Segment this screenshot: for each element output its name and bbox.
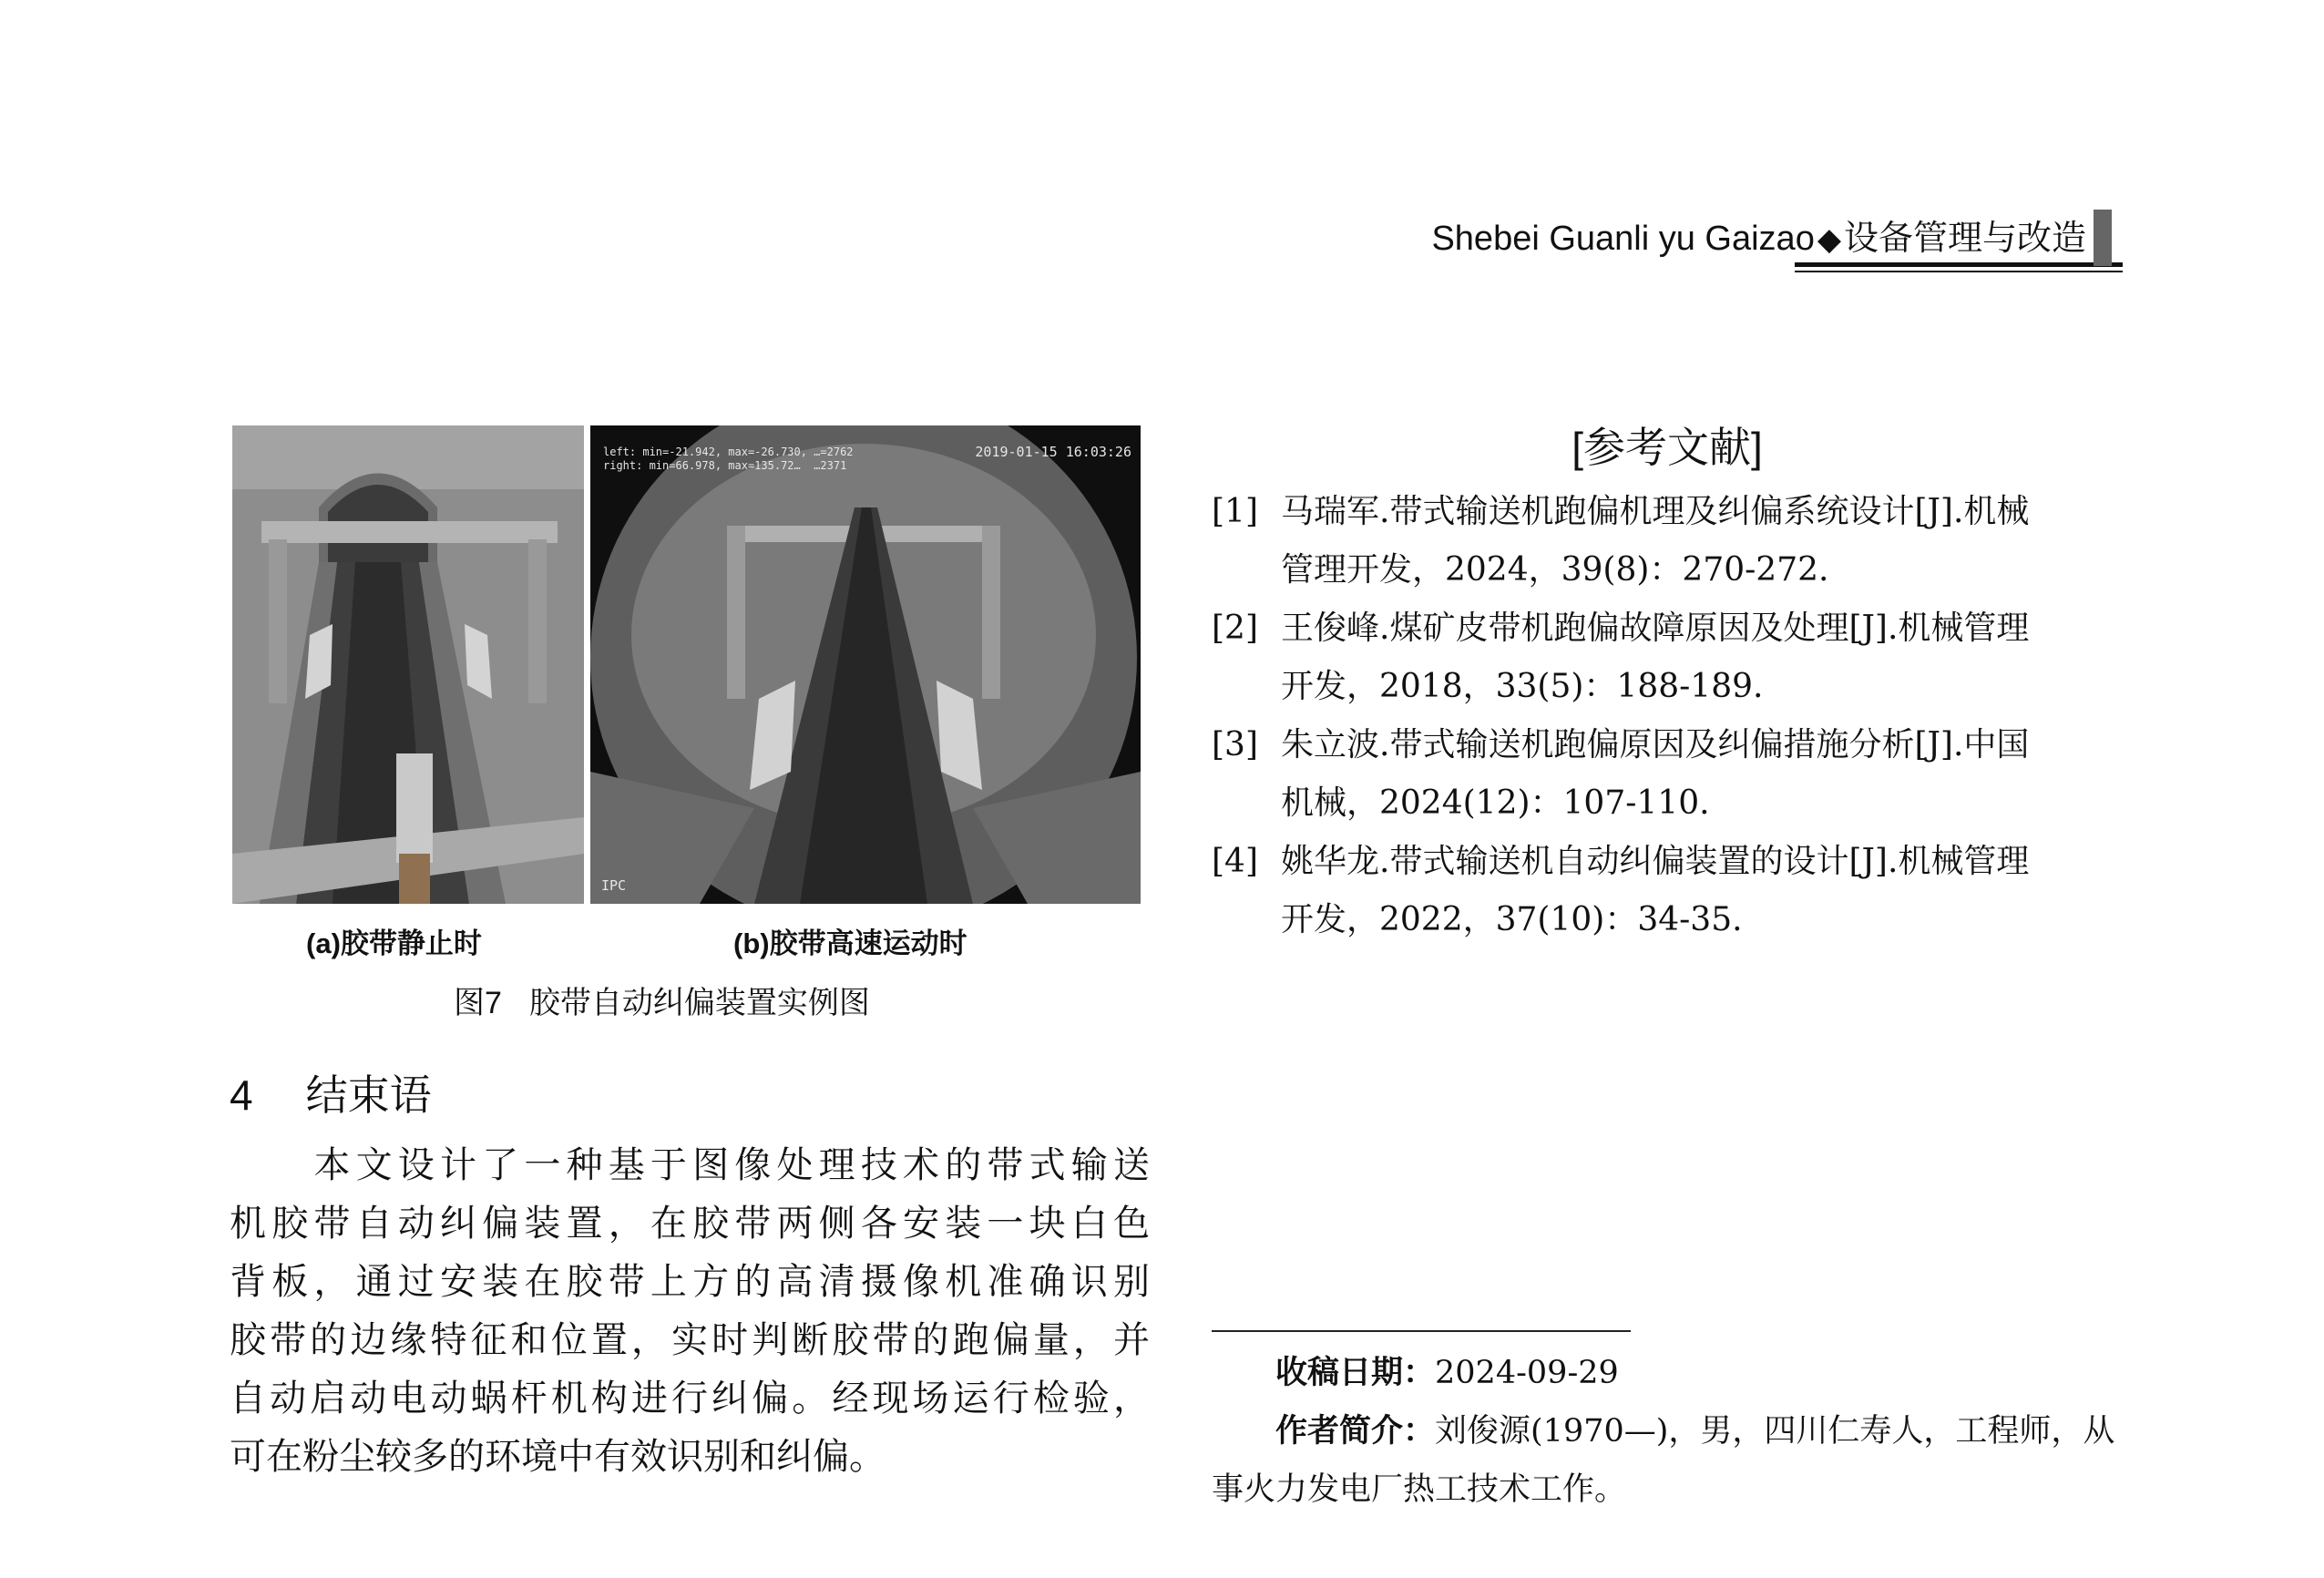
section-heading bbox=[230, 1062, 432, 1122]
journal-pinyin: Shebei Guanli yu Gaizao bbox=[1431, 220, 1815, 258]
reference-continuation: 机械，2024(12)：107-110. bbox=[1281, 784, 1710, 822]
reference-number: [4] bbox=[1212, 843, 1258, 880]
references-title: [参考文献] bbox=[1572, 424, 1763, 471]
camera-label: IPC bbox=[601, 877, 627, 894]
received-date-line bbox=[1212, 1344, 2132, 1402]
reference-text: 王俊峰.煤矿皮带机跑偏故障原因及处理[J].机械管理 bbox=[1281, 610, 2030, 647]
detection-left: left: min=-21.942, max=-26.730, …=2762 bbox=[603, 446, 854, 458]
paragraph-line: 机胶带自动纠偏装置，在胶带两侧各安装一块白色 bbox=[230, 1203, 1150, 1245]
author-line bbox=[1212, 1402, 2132, 1460]
reference-item bbox=[1212, 599, 2132, 658]
detection-right: right: min=66.978, max=135.72… …2371 bbox=[603, 459, 847, 472]
section-number: 4 bbox=[230, 1071, 253, 1119]
figure-caption bbox=[454, 978, 870, 1022]
subcaption-b: (b)胶带高速运动时 bbox=[733, 927, 967, 959]
reference-item bbox=[1212, 716, 2132, 774]
reference-list bbox=[1212, 483, 2132, 949]
author-label: 作者简介： bbox=[1275, 1413, 1436, 1449]
received-label: 收稿日期： bbox=[1275, 1355, 1436, 1390]
figure-title: 胶带自动纠偏装置实例图 bbox=[528, 986, 870, 1020]
journal-chinese: 设备管理与改造 bbox=[1843, 220, 2086, 258]
reference-number: [3] bbox=[1212, 726, 1258, 763]
subcaption-a: (a)胶带静止时 bbox=[306, 927, 482, 959]
photo-belt-running bbox=[590, 425, 1141, 904]
photo-b-drawing bbox=[590, 425, 1141, 904]
footnote bbox=[1212, 1344, 2132, 1519]
reference-continuation: 开发，2018，33(5)：188-189. bbox=[1281, 668, 1764, 705]
paragraph-line: 胶带的边缘特征和位置，实时判断胶带的跑偏量，并 bbox=[230, 1319, 1150, 1361]
photo-a-drawing bbox=[232, 425, 584, 904]
reference-item bbox=[1212, 483, 2132, 541]
journal-name bbox=[1431, 210, 2086, 260]
reference-text: 朱立波.带式输送机跑偏原因及纠偏措施分析[J].中国 bbox=[1281, 726, 2030, 763]
paragraph-line: 自动启动电动蜗杆机构进行纠偏。经现场运行检验， bbox=[230, 1378, 1150, 1419]
paragraph-line: 背板，通过安装在胶带上方的高清摄像机准确识别 bbox=[230, 1261, 1150, 1303]
conclusion-paragraph bbox=[230, 1136, 1150, 1486]
camera-timestamp: 2019-01-15 16:03:26 bbox=[975, 444, 1131, 460]
figure-label: 图7 bbox=[454, 986, 502, 1020]
header-rule-thick bbox=[1795, 262, 2123, 267]
reference-item bbox=[1212, 833, 2132, 891]
paragraph-line: 可在粉尘较多的环境中有效识别和纠偏。 bbox=[230, 1436, 886, 1478]
paragraph-line: 本文设计了一种基于图像处理技术的带式输送 bbox=[230, 1144, 1150, 1186]
header-rule-thin bbox=[1795, 271, 2123, 272]
photo-belt-stationary bbox=[232, 425, 584, 904]
reference-continuation: 开发，2022，37(10)：34-35. bbox=[1281, 901, 1743, 938]
author-text: 刘俊源(1970—)，男，四川仁寿人，工程师，从 bbox=[1435, 1413, 2115, 1450]
reference-number: [1] bbox=[1212, 493, 1258, 530]
header-tab-marker bbox=[2094, 210, 2112, 266]
section-title: 结束语 bbox=[305, 1071, 432, 1119]
reference-text: 马瑞军.带式输送机跑偏机理及纠偏系统设计[J].机械 bbox=[1281, 493, 2030, 530]
reference-number: [2] bbox=[1212, 610, 1258, 647]
diamond-icon: ◆ bbox=[1817, 222, 1841, 257]
received-date: 2024-09-29 bbox=[1435, 1355, 1619, 1391]
author-line-continued: 事火力发电厂热工技术工作。 bbox=[1212, 1471, 1627, 1508]
reference-continuation: 管理开发，2024，39(8)：270-272. bbox=[1281, 551, 1829, 589]
detection-readout bbox=[603, 446, 854, 473]
running-header bbox=[1367, 210, 2123, 273]
footnote-rule bbox=[1212, 1330, 1631, 1332]
reference-text: 姚华龙.带式输送机自动纠偏装置的设计[J].机械管理 bbox=[1281, 843, 2030, 880]
